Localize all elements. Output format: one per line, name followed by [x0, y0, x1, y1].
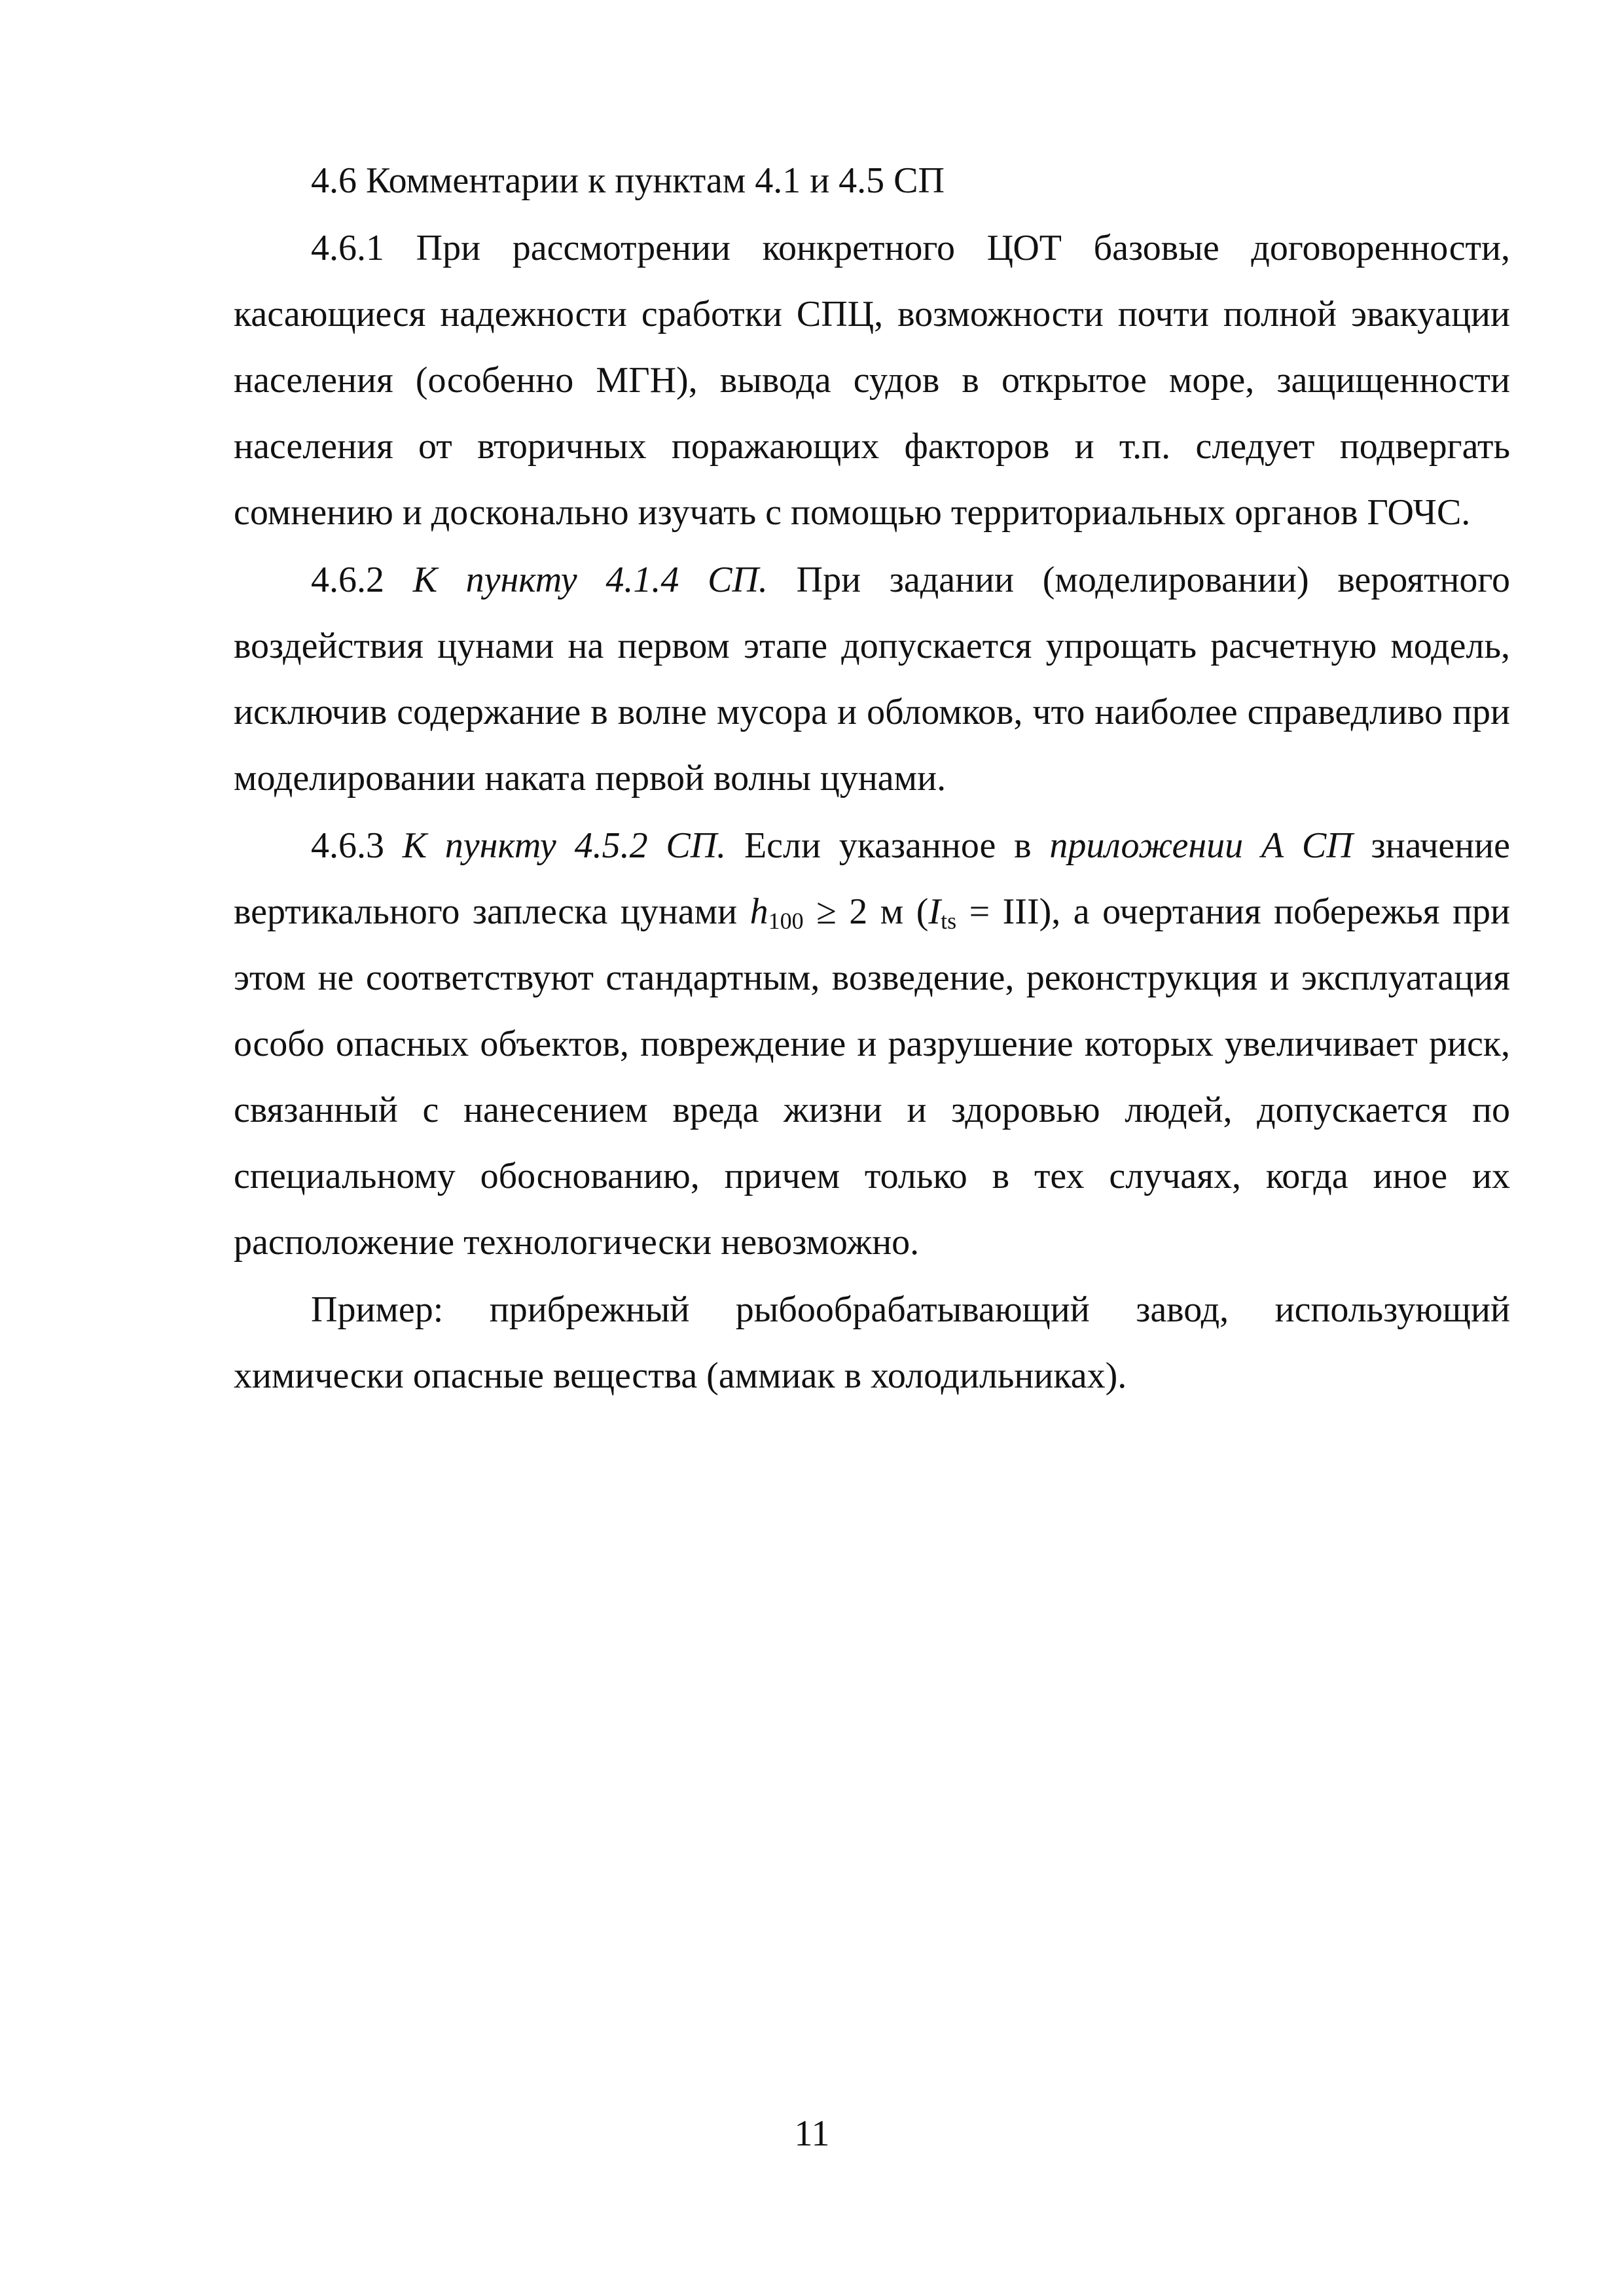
- page-content: [234, 148, 1510, 1410]
- paragraph-text: При задании (моделировании) вероятного воздействия цунами на первом этапе допускается упрощать расчетную модель, исключив содержание в волне мусора и обломков, что наиболее справедливо при моделировании наката первой волны цунами.: [234, 560, 1510, 798]
- intensity-symbol: I: [928, 891, 941, 932]
- paragraph-4-6-2: [234, 547, 1510, 812]
- clause-reference: К пункту 4.1.4 СП.: [412, 560, 768, 600]
- paragraph-text: Если указанное в: [726, 825, 1050, 866]
- paragraph-4-6-3: [234, 813, 1510, 1276]
- section-heading: 4.6 Комментарии к пунктам 4.1 и 4.5 СП: [311, 160, 945, 201]
- runup-symbol: h: [749, 891, 768, 932]
- runup-subscript: 100: [768, 908, 804, 934]
- paragraph-text: ≥ 2 м (: [803, 891, 929, 932]
- example-paragraph: Пример: прибрежный рыбообрабатывающий завод, использующий химически опасные вещества (аммиак в холодильниках).: [234, 1289, 1510, 1396]
- paragraph-text: значение вертикального заплеска цунами: [234, 825, 1511, 932]
- paragraph-number: 4.6.2: [311, 560, 413, 600]
- paragraph-number: 4.6.3: [311, 825, 403, 866]
- appendix-reference: приложении А СП: [1049, 825, 1353, 866]
- paragraph-4-6-1: 4.6.1 При рассмотрении конкретного ЦОТ базовые договоренности, касающиеся надежности сработки СПЦ, возможности почти полной эвакуации населения (особенно МГН), вывода судов в открытое море, защищенности населения от вторичных поражающих факторов и т.п. следует подвергать сомнению и досконально изучать с помощью территориальных органов ГОЧС.: [234, 228, 1510, 533]
- paragraph-text: = III), а очертания побережья при этом не соответствуют стандартным, возведение, реконструкция и эксплуатация особо опасных объектов, повреждение и разрушение которых увеличивает риск, связанный с нанесением вреда жизни и здоровью людей, допускается по специальному обоснованию, причем только в тех случаях, когда иное их расположение технологически невозможно.: [234, 891, 1511, 1263]
- page-number: 11: [794, 2113, 830, 2154]
- intensity-subscript: ts: [941, 908, 957, 934]
- clause-reference: К пункту 4.5.2 СП.: [402, 825, 727, 866]
